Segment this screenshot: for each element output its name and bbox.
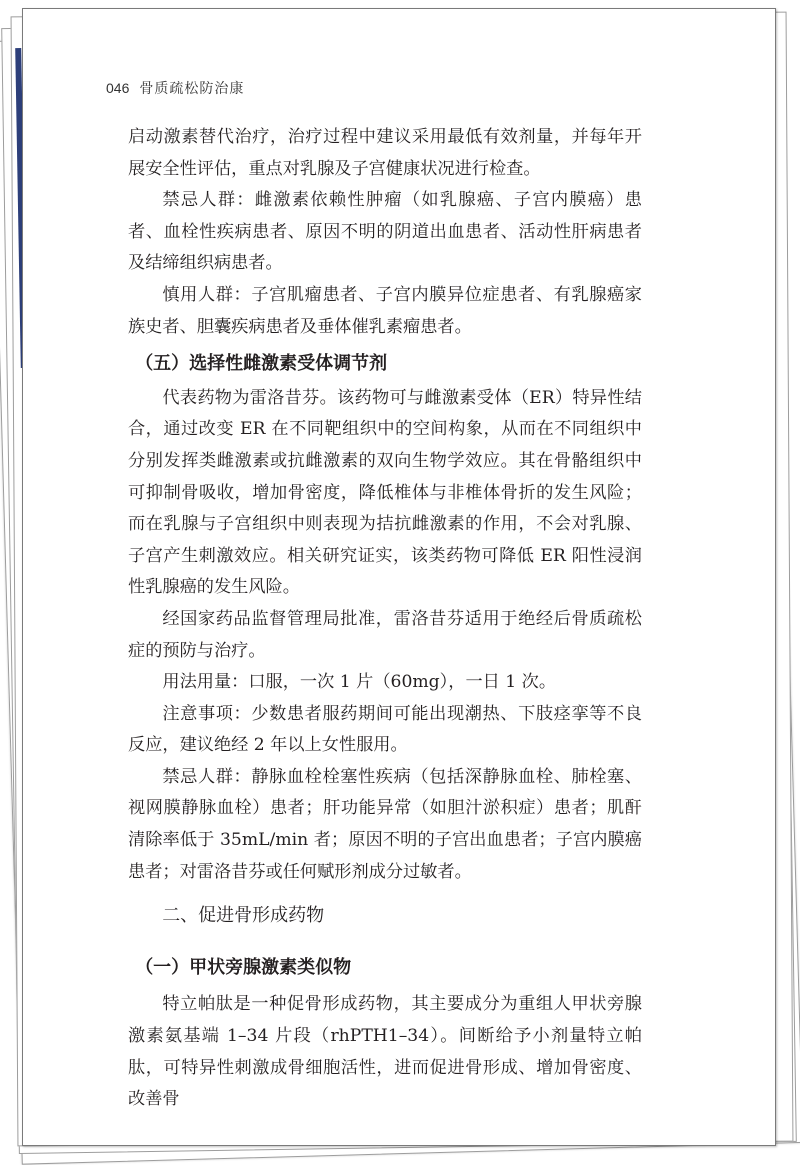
paragraph-raloxifene-approval: 经国家药品监督管理局批准，雷洛昔芬适用于绝经后骨质疏松症的预防与治疗。 xyxy=(128,608,642,661)
book-title: 骨质疏松防治康 xyxy=(139,81,245,97)
paragraph-raloxifene-contraindications: 禁忌人群：静脉血栓栓塞性疾病（包括深静脉血栓、肺栓塞、视网膜静脉血栓）患者；肝功能异常（如胆汁淤积症）患者；肌酐清除率低于 35mL/min 者；原因不明的子宫出血患者；子宫内膜癌患者；对雷洛昔芬或任何赋形剂成分过敏者。 xyxy=(128,766,642,882)
heading-bone-formation-drugs: 二、促进骨形成药物 xyxy=(162,905,325,927)
heading-serm: （五）选择性雌激素受体调节剂 xyxy=(135,353,388,375)
paragraph-raloxifene-dosage: 用法用量：口服，一次 1 片（60mg），一日 1 次。 xyxy=(162,672,557,693)
paragraph-teriparatide: 特立帕肽是一种促骨形成药物，其主要成分为重组人甲状旁腺激素氨基端 1–34 片段（rhPTH1–34）。间断给予小剂量特立帕肽，可特异性刺激成骨细胞活性，进而促进骨形成、增加骨密度、改善骨 xyxy=(128,994,642,1110)
heading-pth-analog: （一）甲状旁腺激素类似物 xyxy=(135,956,352,978)
paragraph-caution-estrogen: 慎用人群：子宫肌瘤患者、子宫内膜异位症患者、有乳腺癌家族史者、胆囊疾病患者及垂体催乳素瘤患者。 xyxy=(128,284,642,337)
paragraph-hrt-continuation: 启动激素替代治疗，治疗过程中建议采用最低有效剂量，并每年开展安全性评估，重点对乳腺及子宫健康状况进行检查。 xyxy=(128,127,642,179)
paragraph-contraindications-estrogen: 禁忌人群：雌激素依赖性肿瘤（如乳腺癌、子宫内膜癌）患者、血栓性疾病患者、原因不明的阴道出血患者、活动性肝病患者及结缔组织病患者。 xyxy=(128,190,642,274)
page-number: 046 xyxy=(106,80,130,96)
page-content xyxy=(128,122,642,1116)
running-header xyxy=(106,78,244,98)
paragraph-raloxifene-notes: 注意事项：少数患者服药期间可能出现潮热、下肢痉挛等不良反应，建议绝经 2 年以上女性服用。 xyxy=(128,703,642,756)
paragraph-raloxifene-intro: 代表药物为雷洛昔芬。该药物可与雌激素受体（ER）特异性结合，通过改变 ER 在不同靶组织中的空间构象，从而在不同组织中分别发挥类雌激素或抗雌激素的双向生物学效应。其在骨骼组织中可抑制骨吸收，增加骨密度，降低椎体与非椎体骨折的发生风险；而在乳腺与子宫组织中则表现为拮抗雌激素的作用，不会对乳腺、子宫产生刺激效应。相关研究证实，该类药物可降低 ER 阳性浸润性乳腺癌的发生风险。 xyxy=(128,387,642,598)
